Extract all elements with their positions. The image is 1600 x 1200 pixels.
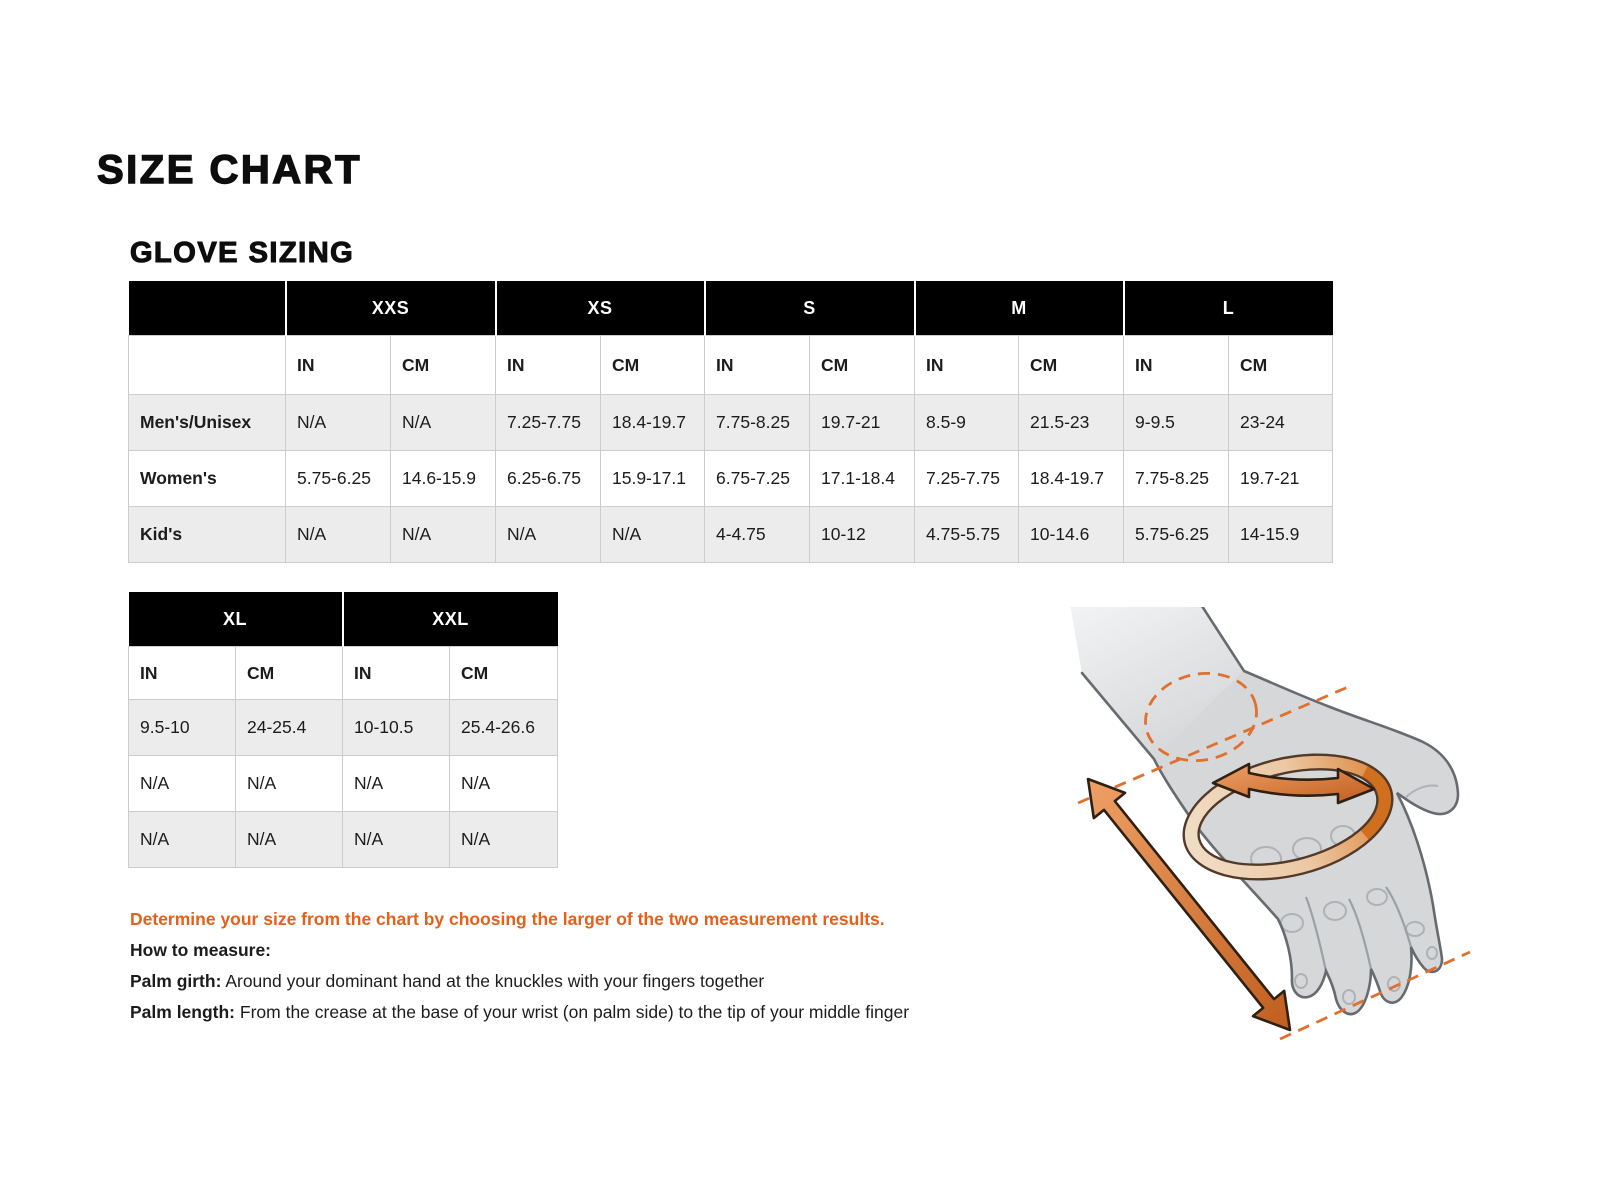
unit-header-cm: CM (601, 336, 705, 395)
unit-header-cm: CM (1229, 336, 1333, 395)
section-heading: GLOVE SIZING (130, 237, 355, 269)
size-value-cell: 5.75-6.25 (286, 451, 391, 507)
size-value-cell: N/A (286, 507, 391, 563)
table-row (129, 700, 558, 756)
size-value-cell: 7.25-7.75 (496, 395, 601, 451)
palm-length-note (130, 1003, 1030, 1021)
measurement-notes (130, 910, 1030, 1034)
size-value-cell: N/A (496, 507, 601, 563)
size-value-cell: 21.5-23 (1019, 395, 1124, 451)
table-row (129, 812, 558, 868)
size-value-cell: 25.4-26.6 (450, 700, 558, 756)
size-header-row (129, 281, 1333, 336)
size-header-xl: XL (129, 592, 343, 647)
palm-girth-label: Palm girth: (130, 971, 222, 991)
unit-row-spacer (129, 336, 286, 395)
table-row (129, 756, 558, 812)
palm-length-label: Palm length: (130, 1002, 236, 1022)
size-header-m: M (915, 281, 1124, 336)
palm-girth-text: Around your dominant hand at the knuckles with your fingers together (225, 971, 765, 991)
size-value-cell: N/A (343, 812, 450, 868)
unit-header-cm: CM (450, 647, 558, 700)
size-header-l: L (1124, 281, 1333, 336)
size-value-cell: N/A (236, 756, 343, 812)
size-value-cell: 14.6-15.9 (391, 451, 496, 507)
unit-header-cm: CM (236, 647, 343, 700)
size-value-cell: 19.7-21 (1229, 451, 1333, 507)
unit-header-in: IN (343, 647, 450, 700)
glove-size-table-extended (128, 592, 558, 868)
table-row (129, 451, 1333, 507)
glove-size-table-primary (128, 281, 1333, 563)
page-title: SIZE CHART (97, 148, 362, 192)
row-label: Men's/Unisex (129, 395, 286, 451)
size-value-cell: N/A (450, 756, 558, 812)
size-value-cell: 4-4.75 (705, 507, 810, 563)
size-header-xs: XS (496, 281, 705, 336)
size-value-cell: 23-24 (1229, 395, 1333, 451)
table-corner-cell (129, 281, 286, 336)
size-value-cell: 4.75-5.75 (915, 507, 1019, 563)
size-value-cell: 24-25.4 (236, 700, 343, 756)
unit-header-in: IN (286, 336, 391, 395)
size-value-cell: 17.1-18.4 (810, 451, 915, 507)
size-value-cell: 6.25-6.75 (496, 451, 601, 507)
size-value-cell: 18.4-19.7 (601, 395, 705, 451)
unit-header-in: IN (705, 336, 810, 395)
size-value-cell: 7.25-7.75 (915, 451, 1019, 507)
size-value-cell: 10-12 (810, 507, 915, 563)
size-value-cell: 8.5-9 (915, 395, 1019, 451)
row-label: Women's (129, 451, 286, 507)
palm-girth-note (130, 972, 1030, 990)
size-value-cell: N/A (450, 812, 558, 868)
size-header-xxl: XXL (343, 592, 558, 647)
size-value-cell: N/A (236, 812, 343, 868)
unit-header-in: IN (496, 336, 601, 395)
size-value-cell: 7.75-8.25 (1124, 451, 1229, 507)
table-row (129, 507, 1333, 563)
size-value-cell: N/A (286, 395, 391, 451)
hand-measurement-illustration-icon (1030, 607, 1480, 1047)
size-header-s: S (705, 281, 915, 336)
unit-header-cm: CM (810, 336, 915, 395)
row-label: Kid's (129, 507, 286, 563)
unit-header-cm: CM (391, 336, 496, 395)
size-value-cell: 14-15.9 (1229, 507, 1333, 563)
size-value-cell: N/A (129, 812, 236, 868)
size-value-cell: 15.9-17.1 (601, 451, 705, 507)
size-value-cell: N/A (601, 507, 705, 563)
size-value-cell: 7.75-8.25 (705, 395, 810, 451)
unit-header-in: IN (129, 647, 236, 700)
unit-header-cm: CM (1019, 336, 1124, 395)
size-value-cell: N/A (129, 756, 236, 812)
size-value-cell: 10-10.5 (343, 700, 450, 756)
size-value-cell: 18.4-19.7 (1019, 451, 1124, 507)
sizing-tip: Determine your size from the chart by choosing the larger of the two measurement results. (130, 909, 885, 929)
size-value-cell: N/A (391, 395, 496, 451)
size-header-xxs: XXS (286, 281, 496, 336)
palm-length-text: From the crease at the base of your wrist (on palm side) to the tip of your middle finger (239, 1002, 910, 1022)
size-value-cell: 10-14.6 (1019, 507, 1124, 563)
unit-header-in: IN (1124, 336, 1229, 395)
size-value-cell: N/A (343, 756, 450, 812)
size-value-cell: 5.75-6.25 (1124, 507, 1229, 563)
size-value-cell: N/A (391, 507, 496, 563)
unit-header-in: IN (915, 336, 1019, 395)
size-value-cell: 19.7-21 (810, 395, 915, 451)
unit-header-row (129, 647, 558, 700)
size-value-cell: 9.5-10 (129, 700, 236, 756)
how-to-measure-heading: How to measure: (130, 940, 271, 960)
size-value-cell: 6.75-7.25 (705, 451, 810, 507)
table-row (129, 395, 1333, 451)
unit-header-row (129, 336, 1333, 395)
size-header-row (129, 592, 558, 647)
size-value-cell: 9-9.5 (1124, 395, 1229, 451)
